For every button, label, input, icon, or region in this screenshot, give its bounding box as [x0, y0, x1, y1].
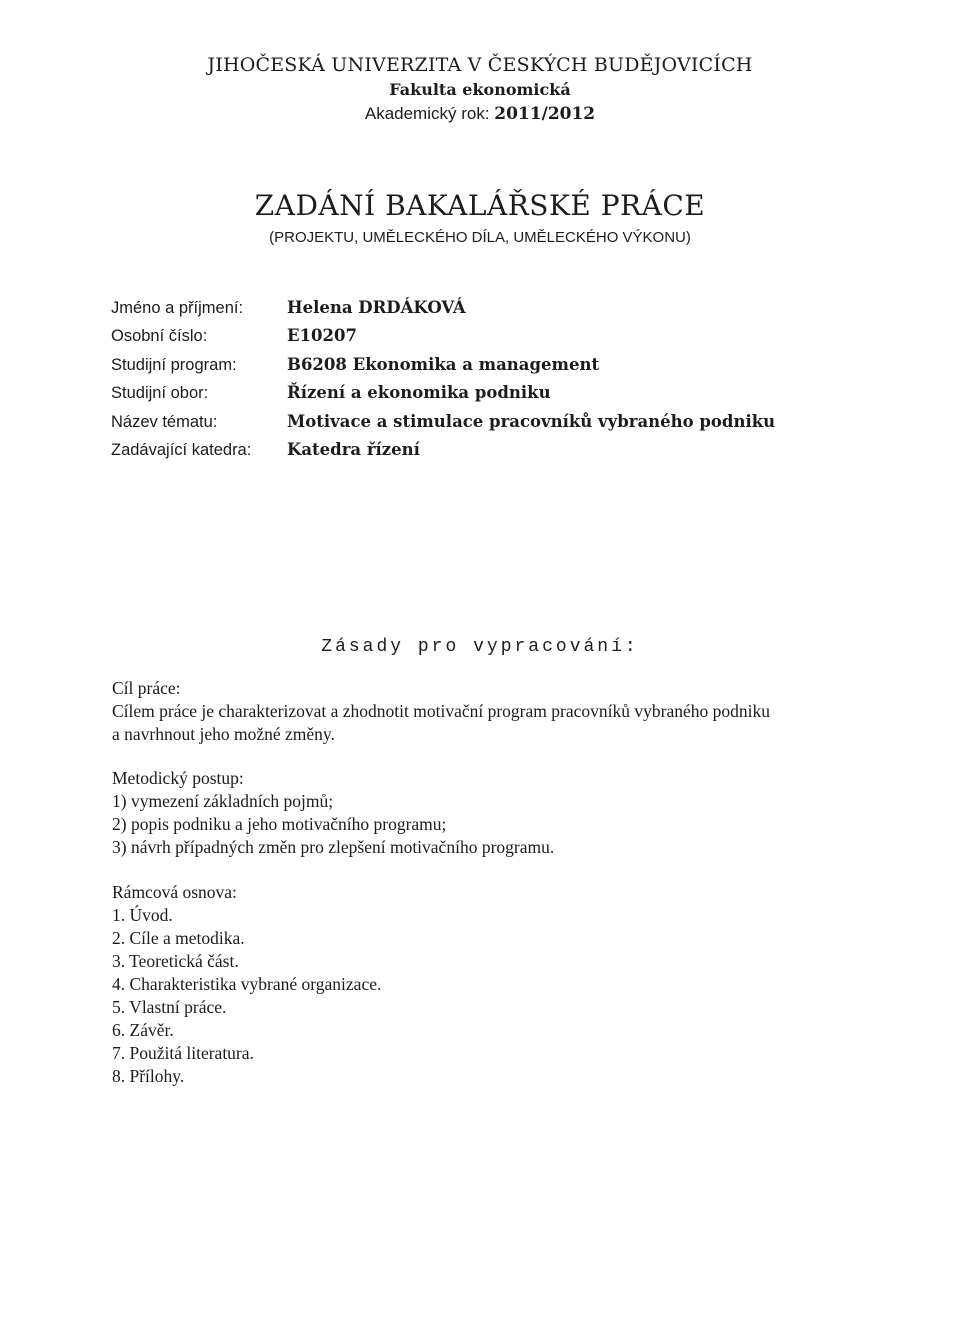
outline-item: 2. Cíle a metodika. — [112, 928, 245, 948]
outline-item: 5. Vlastní práce. — [112, 997, 227, 1017]
academic-year — [0, 102, 960, 126]
outline-item: 6. Závěr. — [112, 1020, 174, 1040]
info-label: Název tématu: — [111, 412, 218, 431]
document-subtitle: (PROJEKTU, UMĚLECKÉHO DÍLA, UMĚLECKÉHO VÝKONU) — [269, 229, 691, 246]
method-item: 2) popis podniku a jeho motivačního programu; — [112, 814, 447, 834]
info-value: Řízení a ekonomika podniku — [287, 383, 551, 403]
goal-section — [112, 677, 892, 746]
info-value: Helena DRDÁKOVÁ — [287, 298, 466, 317]
info-label: Studijní program: — [111, 355, 237, 374]
method-heading: Metodický postup: — [112, 768, 244, 788]
info-row-study-program — [111, 355, 775, 383]
outline-item: 8. Přílohy. — [112, 1066, 185, 1086]
academic-year-label: Akademický rok: — [364, 104, 490, 123]
outline-item: 7. Použitá literatura. — [112, 1043, 254, 1063]
method-section — [112, 767, 892, 859]
info-value: Motivace a stimulace pracovníků vybraného podniku — [287, 411, 776, 431]
document-header — [0, 52, 960, 126]
academic-year-value: 2011/2012 — [494, 104, 596, 124]
outline-heading: Rámcová osnova: — [112, 882, 237, 902]
faculty-name: Fakulta ekonomická — [389, 80, 571, 99]
info-value: B6208 Ekonomika a management — [287, 354, 600, 374]
student-info-table — [111, 298, 775, 468]
info-row-personal-number — [111, 326, 775, 354]
goal-text-line: a navrhnout jeho možné změny. — [112, 724, 335, 744]
outline-section — [112, 881, 892, 1088]
info-label: Studijní obor: — [111, 384, 209, 403]
info-label: Osobní číslo: — [111, 327, 208, 346]
title-block — [0, 187, 960, 249]
outline-item: 1. Úvod. — [112, 905, 173, 925]
info-value: Katedra řízení — [287, 439, 420, 459]
info-value: E10207 — [287, 326, 357, 346]
goal-heading: Cíl práce: — [112, 678, 181, 698]
info-row-study-field — [111, 383, 775, 411]
info-label: Zadávající katedra: — [111, 440, 252, 459]
info-row-department — [111, 440, 775, 468]
info-row-topic — [111, 412, 775, 440]
method-item: 1) vymezení základních pojmů; — [112, 791, 334, 811]
guidelines-heading: Zásady pro vypracování: — [321, 637, 639, 657]
university-name: JIHOČESKÁ UNIVERZITA V ČESKÝCH BUDĚJOVICÍCH — [207, 54, 753, 76]
method-item: 3) návrh případných změn pro zlepšení motivačního programu. — [112, 837, 555, 857]
outline-item: 3. Teoretická část. — [112, 951, 239, 971]
info-label: Jméno a příjmení: — [111, 299, 244, 317]
document-title: ZADÁNÍ BAKALÁŘSKÉ PRÁCE — [254, 189, 706, 222]
outline-item: 4. Charakteristika vybrané organizace. — [112, 974, 382, 994]
info-row-name — [111, 298, 775, 326]
goal-text-line: Cílem práce je charakterizovat a zhodnotit motivační program pracovníků vybraného podniku — [112, 701, 770, 721]
